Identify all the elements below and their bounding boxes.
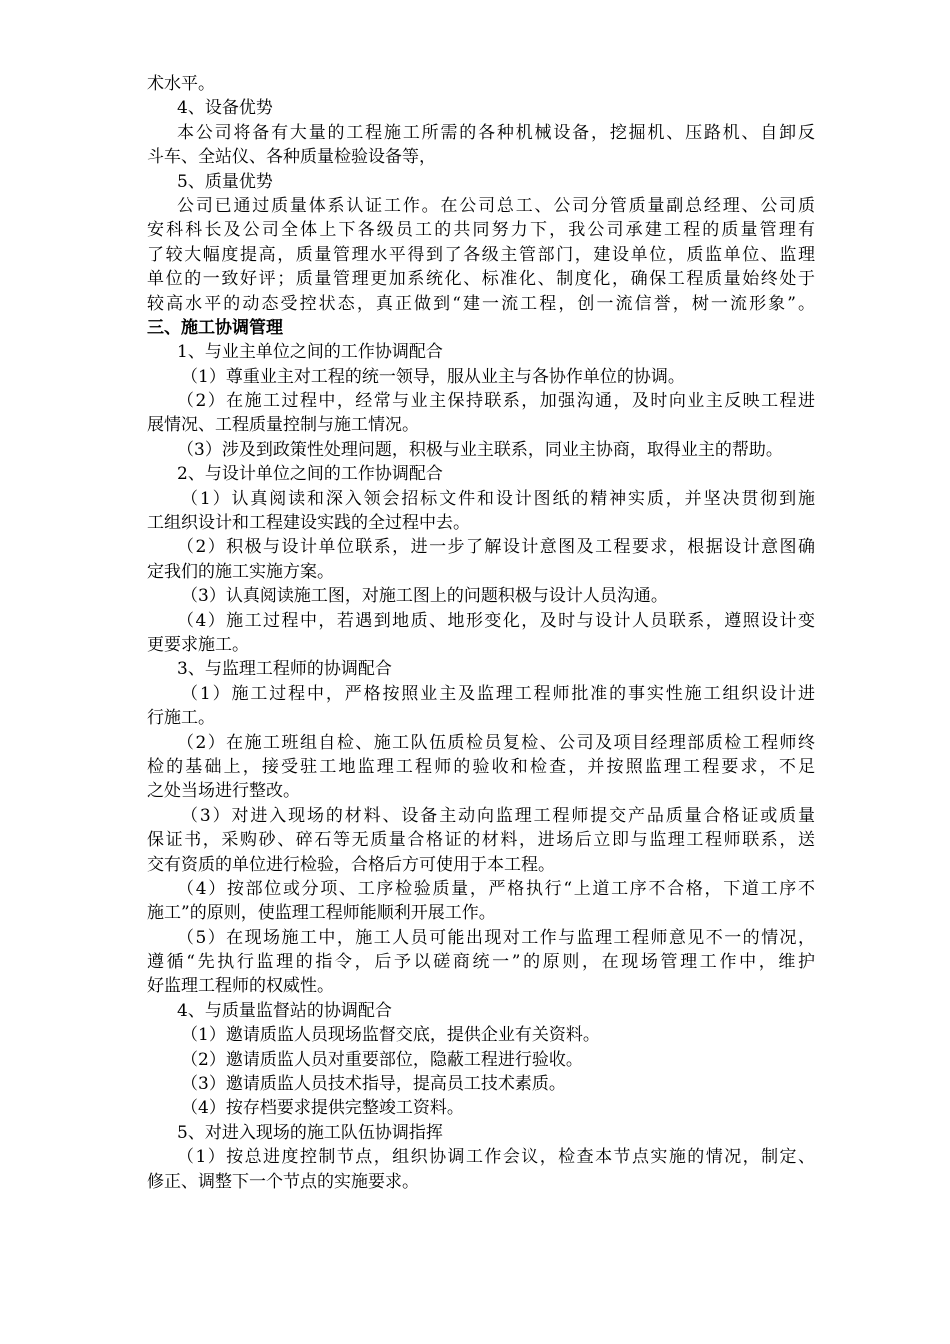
section-heading: 三、施工协调管理 xyxy=(147,317,283,338)
text-line: 了较大幅度提高，质量管理水平得到了各级主管部门，建设单位，质监单位、监理 xyxy=(147,244,815,265)
text-line: 好监理工程师的权威性。 xyxy=(147,976,334,997)
text-line: （1）邀请质监人员现场监督交底，提供企业有关资料。 xyxy=(181,1025,600,1046)
text-line: 工组织设计和工程建设实践的全过程中去。 xyxy=(147,513,470,534)
text-line: 展情况、工程质量控制与施工情况。 xyxy=(147,415,419,436)
text-line: （3）认真阅读施工图，对施工图上的问题积极与设计人员沟通。 xyxy=(181,586,668,607)
text-line: （1）按总进度控制节点，组织协调工作会议，检查本节点实施的情况，制定、 xyxy=(177,1147,815,1168)
text-line: 本公司将备有大量的工程施工所需的各种机械设备，挖掘机、压路机、自卸反 xyxy=(177,122,815,143)
text-line: （1）施工过程中，严格按照业主及监理工程师批准的事实性施工组织设计进 xyxy=(181,683,815,704)
text-line: 术水平。 xyxy=(147,74,215,94)
text-line: （1）认真阅读和深入领会招标文件和设计图纸的精神实质，并坚决贯彻到施 xyxy=(181,488,815,509)
subheading-supervisor: 3、与监理工程师的协调配合 xyxy=(177,659,392,680)
text-line: （3）涉及到政策性处理问题，积极与业主联系，同业主协商，取得业主的帮助。 xyxy=(177,439,783,460)
text-line: （2）邀请质监人员对重要部位，隐蔽工程进行验收。 xyxy=(181,1049,583,1070)
subheading-equipment: 4、设备优势 xyxy=(177,98,273,119)
text-line: 单位的一致好评；质量管理更加系统化、标准化、制度化，确保工程质量始终处于 xyxy=(147,269,815,290)
text-line: （2）在施工班组自检、施工队伍质检员复检、公司及项目经理部质检工程师终 xyxy=(177,732,815,753)
text-line: （5）在现场施工中，施工人员可能出现对工作与监理工程师意见不一的情况， xyxy=(177,927,815,948)
text-line: （4）施工过程中，若遇到地质、地形变化，及时与设计人员联系，遵照设计变 xyxy=(177,610,815,631)
text-line: 更要求施工。 xyxy=(147,634,249,655)
text-line: 修正、调整下一个节点的实施要求。 xyxy=(147,1171,419,1192)
subheading-construction-teams: 5、对进入现场的施工队伍协调指挥 xyxy=(177,1122,443,1143)
text-line: （2）在施工过程中，经常与业主保持联系，加强沟通，及时向业主反映工程进 xyxy=(177,391,815,412)
text-line: 行施工。 xyxy=(147,708,215,729)
text-line: 安科科长及公司全体上下各级员工的共同努力下，我公司承建工程的质量管理有 xyxy=(147,220,815,241)
text-line: 遵循“先执行监理的指令，后予以磋商统一”的原则，在现场管理工作中，维护 xyxy=(147,952,815,973)
text-line: 交有资质的单位进行检验，合格后方可使用于本工程。 xyxy=(147,854,555,875)
subheading-quality-station: 4、与质量监督站的协调配合 xyxy=(177,1000,392,1021)
subheading-owner: 1、与业主单位之间的工作协调配合 xyxy=(177,342,443,363)
text-line: （3）邀请质监人员技术指导，提高员工技术素质。 xyxy=(181,1074,566,1095)
text-line: （4）按部位或分项、工序检验质量，严格执行“上道工序不合格，下道工序不 xyxy=(177,878,815,899)
text-line: 保证书，采购砂、碎石等无质量合格证的材料，进场后立即与监理工程师联系，送 xyxy=(147,830,815,851)
text-line: 检的基础上，接受驻工地监理工程师的验收和检查，并按照监理工程要求，不足 xyxy=(147,756,815,777)
text-line: 较高水平的动态受控状态，真正做到“建一流工程，创一流信誉，树一流形象”。 xyxy=(147,293,815,314)
subheading-design: 2、与设计单位之间的工作协调配合 xyxy=(177,464,443,485)
text-line: （1）尊重业主对工程的统一领导，服从业主与各协作单位的协调。 xyxy=(181,366,685,387)
document-body xyxy=(147,72,815,1194)
text-line: 之处当场进行整改。 xyxy=(147,781,300,802)
text-line: 定我们的施工实施方案。 xyxy=(147,561,334,582)
text-line: 公司已通过质量体系认证工作。在公司总工、公司分管质量副总经理、公司质 xyxy=(177,195,815,216)
text-line: 斗车、全站仪、各种质量检验设备等， xyxy=(147,147,436,168)
text-line: 施工”的原则，使监理工程师能顺利开展工作。 xyxy=(147,903,496,924)
text-line: （4）按存档要求提供完整竣工资料。 xyxy=(181,1098,464,1119)
text-line: （3）对进入现场的材料、设备主动向监理工程师提交产品质量合格证或质量 xyxy=(181,805,815,826)
subheading-quality: 5、质量优势 xyxy=(177,171,273,192)
text-line: （2）积极与设计单位联系，进一步了解设计意图及工程要求，根据设计意图确 xyxy=(177,537,815,558)
